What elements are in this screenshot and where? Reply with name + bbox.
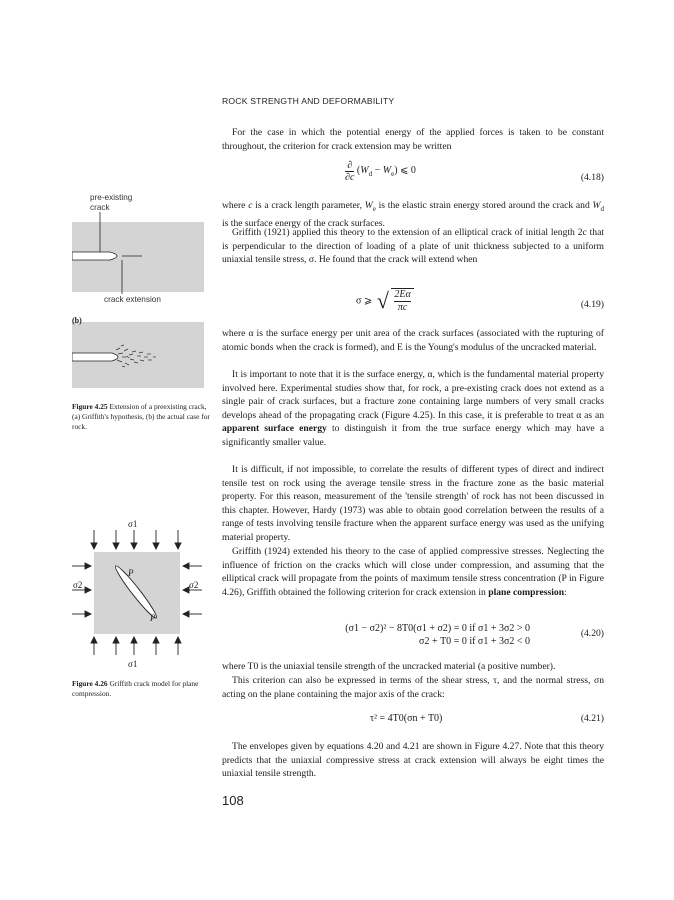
fig426-left-arrows (72, 563, 91, 617)
figure-4-26-diagram (72, 530, 212, 655)
fig426-sigma2-left: σ2 (73, 580, 83, 590)
equation-number-4-18: (4.18) (580, 172, 604, 183)
equation-4-19: σ ⩾ √ $\frac{2E\alpha}{\pi c}$ (356, 288, 414, 314)
equation-number-4-19: (4.19) (580, 299, 604, 310)
figure-4-25b-diagram (72, 326, 204, 388)
paragraph-7: Griffith (1924) extended his theory to the case of applied compressive stresses. Neglecting the influence of friction on the cracks which will close under compression, and assuming that the elliptical crack will propagate from the points of maximum tensile stress concentration (P in Figure 4.26), Griffith obtained the following criterion for crack extension in plane compression: (222, 546, 604, 598)
fig425-label-extension: crack extension (104, 295, 161, 304)
figure-4-25-diagram (72, 212, 204, 337)
equation-4-18: ∂ ∂c $(W_d - W_e)$ ⩽ 0 (345, 160, 416, 183)
fig426-sigma1-bottom: σ1 (128, 659, 138, 669)
equation-4-20: (σ1 − σ2)² − 8T0(σ1 + σ2) = 0 if σ1 + 3σ2 > 0 σ2 + T0 = 0 if σ1 + 3σ2 < 0 (345, 623, 530, 647)
equation-number-4-21: (4.21) (580, 713, 604, 724)
fig425-label-b: (b) (72, 316, 82, 325)
paragraph-6: It is difficult, if not impossible, to correlate the results of different types of direct and indirect tensile test on rock using the average tensile stress in the fracture zone as the basic material property. For this reason, measurement of the 'tensile strength' of rock has not been discussed in this chapter. However, Hardy (1973) was able to obtain good correlation between the results of a range of tests involving tensile fracture when the apparent surface energy was used as the unifying material property. (222, 464, 604, 543)
paragraph-3: Griffith (1921) applied this theory to the extension of an elliptical crack of initial length 2c that is perpendicular to the direction of loading of a plate of unit thickness subjected to a uniform uniaxial tensile stress, σ. He found that the crack will extend when (222, 227, 604, 266)
running-header: ROCK STRENGTH AND DEFORMABILITY (222, 96, 395, 106)
paragraph-5: It is important to note that it is the surface energy, α, which is the fundamental material property involved here. Experimental studies show that, for rock, a pre-existing crack does not extend as a single pair of crack surfaces, but a fracture zone containing large numbers of very small cracks develops ahead of the propagating crack (Figure 4.25). In this case, it is preferable to treat α as an apparent surface energy to distinguish it from the true surface energy which may have a significantly smaller value. (222, 369, 604, 448)
paragraph-2: where c is a crack length parameter, $W_e$ is the elastic strain energy stored around the crack and $W_d$ is the surface energy of the crack surfaces. (222, 200, 604, 229)
page-number: 108 (222, 793, 244, 808)
fig426-bottom-arrows (91, 637, 181, 655)
fig426-sigma1-top: σ1 (128, 519, 138, 529)
fig425a-crack (72, 252, 117, 260)
paragraph-4: where α is the surface energy per unit area of the crack surfaces (associated with the rupturing of atomic bonds when the crack is formed), and E is the Young's modulus of the uncracked material. (222, 328, 604, 353)
fig426-point-p-bottom: P (150, 613, 156, 623)
fig425b-crack (72, 353, 118, 361)
paragraph-9: This criterion can also be expressed in terms of the shear stress, τ, and the normal stress, σn acting on the plane containing the major axis of the crack: (222, 675, 604, 700)
fig425-label-preexisting: pre-existing crack (90, 193, 133, 212)
fig426-point-p-top: P (128, 568, 134, 578)
paragraph-1: For the case in which the potential energy of the applied forces is taken to be constant throughout, the criterion for crack extension may be written (222, 127, 604, 152)
fig426-right-arrows (183, 563, 202, 617)
fig426-sigma2-right: σ2 (189, 580, 199, 590)
paragraph-8: where T0 is the uniaxial tensile strength of the uncracked material (a positive number). (222, 661, 556, 672)
figure-4-25-caption: Figure 4.25 Extension of a preexisting crack, (a) Griffith's hypothesis, (b) the actual case for rock. (72, 402, 210, 432)
equation-number-4-20: (4.20) (580, 628, 604, 639)
figure-4-26-caption: Figure 4.26 Griffith crack model for plane compression. (72, 679, 199, 699)
fig426-top-arrows (91, 530, 181, 549)
equation-4-21: τ² = 4T0(σn + T0) (370, 713, 443, 724)
paragraph-10: The envelopes given by equations 4.20 and 4.21 are shown in Figure 4.27. Note that this theory predicts that the uniaxial compressive stress at crack extension will always be eight times the uniaxial tensile strength. (222, 741, 604, 780)
